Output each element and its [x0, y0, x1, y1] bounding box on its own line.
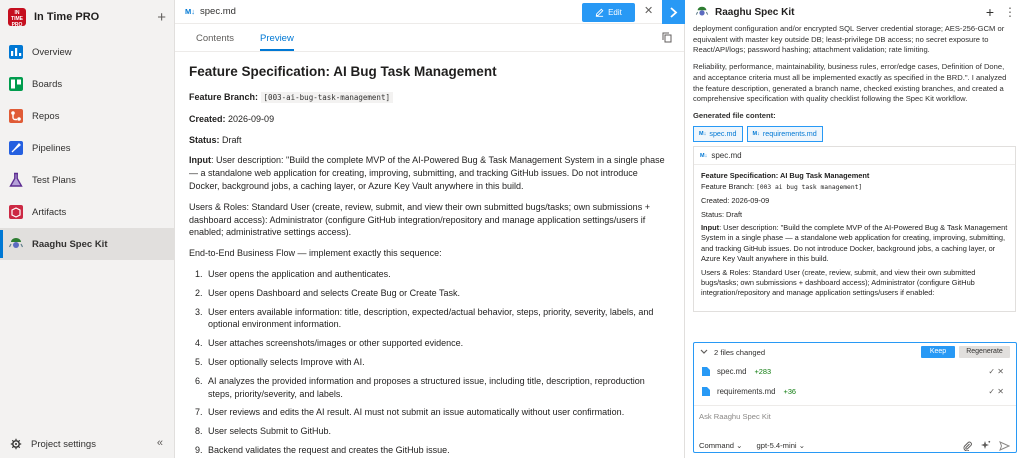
editor-pane: [175, 0, 685, 458]
chat-transcript: [685, 24, 1024, 142]
sidebar-item-label: Repos: [32, 110, 60, 122]
edit-button[interactable]: [582, 3, 635, 22]
preview-input-label: Input: [701, 222, 720, 232]
more-options-icon[interactable]: ⋮: [1004, 5, 1016, 19]
spec-kit-icon: [695, 5, 709, 19]
new-item-button[interactable]: +: [157, 8, 166, 26]
sidebar-item-label: Raaghu Spec Kit: [32, 238, 108, 250]
list-item: [195, 356, 670, 369]
flow-steps: [195, 268, 670, 457]
step-text: User opens Dashboard and selects Create Bug or Create Task.: [208, 287, 460, 298]
changes-summary: 2 files changed: [714, 347, 766, 357]
sidebar-item-repos[interactable]: [0, 100, 174, 132]
preview-file-name: spec.md: [711, 151, 742, 161]
project-settings-label: Project settings: [31, 438, 96, 450]
markdown-icon: M↓: [752, 130, 760, 137]
sidebar-item-label: Overview: [32, 46, 72, 58]
lines-added: +36: [783, 386, 797, 396]
file-name: spec.md: [200, 6, 236, 17]
pipelines-icon: [8, 140, 24, 156]
preview-input: [701, 223, 1009, 265]
markdown-preview: [175, 52, 684, 457]
preview-input-text: : User description: "Build the complete MVP of the AI-Powered Bug & Task Management System in a single phase — a standalone web application for creating, improving, submitting, and tracking GitHub issues. Do not introduce Docker, background jobs, a caching layer, or Azure Key Vault anywhere in this build.: [701, 222, 1008, 264]
file-chip-spec[interactable]: [693, 126, 743, 143]
preview-title: Feature Specification: AI Bug Task Management: [701, 171, 870, 181]
step-number: 8.: [195, 426, 203, 437]
list-item: [195, 425, 670, 438]
attach-icon[interactable]: [963, 441, 972, 451]
created-value: 2026-09-09: [228, 113, 275, 124]
project-settings[interactable]: [0, 430, 175, 458]
accept-reject-icons[interactable]: ✓ ✕: [988, 366, 1004, 376]
overview-icon: [8, 44, 24, 60]
step-text: User attaches screenshots/images or other supported evidence.: [208, 338, 464, 349]
test-plans-icon: [8, 172, 24, 188]
preview-header: [694, 147, 1015, 165]
boards-icon: [8, 76, 24, 92]
changes-box: [693, 342, 1017, 453]
generated-files: [693, 126, 1016, 143]
send-icon[interactable]: [999, 441, 1010, 451]
list-item: [195, 406, 670, 419]
step-number: 4.: [195, 338, 203, 349]
preview-status: Status: Draft: [701, 209, 743, 219]
close-file-button[interactable]: ✕: [644, 5, 654, 17]
markdown-icon: M↓: [700, 152, 708, 159]
sidebar: [0, 0, 175, 458]
pencil-icon: [595, 8, 604, 17]
sidebar-item-raaghu-spec-kit[interactable]: [0, 228, 174, 260]
sidebar-item-pipelines[interactable]: [0, 132, 174, 164]
step-text: Backend validates the request and creates the GitHub issue.: [208, 444, 450, 455]
file-icon: [702, 387, 710, 396]
step-text: User opens the application and authenticates.: [208, 268, 391, 279]
sparkle-icon[interactable]: [980, 440, 991, 451]
step-text: AI analyzes the provided information and proposes a structured issue, including title, description, reproduction steps, priority/severity, and labels.: [208, 375, 645, 399]
changed-file-name: spec.md: [717, 366, 747, 376]
doc-title: Feature Specification: AI Bug Task Management: [189, 64, 497, 79]
step-number: 7.: [195, 407, 203, 418]
list-item: [195, 444, 670, 457]
chat-input[interactable]: Ask Raaghu Spec Kit: [699, 412, 771, 421]
chevron-right-icon: [669, 7, 678, 18]
sidebar-item-overview[interactable]: [0, 36, 174, 68]
step-number: 6.: [195, 375, 203, 386]
step-text: User selects Submit to GitHub.: [208, 426, 332, 437]
changed-file-row[interactable]: [694, 381, 1016, 401]
changed-file-name: requirements.md: [717, 386, 776, 396]
org-logo: IN TIME PRO: [8, 8, 26, 26]
sidebar-item-boards[interactable]: [0, 68, 174, 100]
list-item: [195, 306, 670, 332]
chat-input-area[interactable]: [694, 405, 1016, 457]
markdown-icon: M↓: [185, 7, 195, 16]
status-label: Status:: [189, 134, 220, 145]
lines-added: +283: [754, 366, 772, 376]
doc-status: [189, 134, 670, 147]
sidebar-item-label: Test Plans: [32, 174, 76, 186]
step-number: 2.: [195, 287, 203, 298]
file-chip-requirements[interactable]: [747, 126, 823, 143]
list-item: [195, 375, 670, 401]
preview-branch-value: [003 ai bug task management]: [756, 183, 863, 191]
status-value: Draft: [222, 134, 242, 145]
step-number: 9.: [195, 444, 203, 455]
input-toolbar: [699, 441, 805, 450]
chat-message: deployment configuration and/or encrypted SQL Server credential storage; AES-256-GCM or equivalent with master key outside DB; least-privilege DB access; no secret exposure to React/API/logs; password hashing; attachment validation; rate limiting.: [693, 24, 1005, 55]
sidebar-item-test-plans[interactable]: [0, 164, 174, 196]
sidebar-item-label: Pipelines: [32, 142, 71, 154]
chat-message: Reliability, performance, maintainability, business rules, error/edge cases, Definition of Done, and acceptance criteria must all be implemented exactly as specified in the BRD.". I analyzed the feature description, generated a branch name, checked existing branches, and created a comprehensive specification with quality checklist following the Spec Kit workflow.: [693, 62, 1007, 104]
branch-label: Feature Branch:: [189, 92, 259, 102]
step-number: 3.: [195, 306, 203, 317]
generated-label: Generated file content:: [693, 110, 776, 120]
doc-branch: [189, 91, 670, 105]
artifacts-icon: [8, 204, 24, 220]
input-text: : User description: "Build the complete MVP of the AI-Powered Bug & Task Management System in a single phase — a standalone web application for creating, improving, submitting, and tracking GitHub issues. Do not introduce Docker, background jobs, a caching layer, or Azure Key Vault anywhere in this build.: [189, 155, 665, 191]
doc-flow: End-to-End Business Flow — implement exactly this sequence:: [189, 248, 442, 259]
input-label: Input: [189, 155, 211, 166]
spec-kit-icon: [8, 236, 24, 252]
sidebar-item-artifacts[interactable]: [0, 196, 174, 228]
panel-header: [685, 0, 1024, 24]
list-item: [195, 268, 670, 281]
model-select[interactable]: gpt-5.4-mini ⌄: [756, 441, 806, 450]
branch-value: [003-ai-bug-task-management]: [261, 92, 393, 103]
gear-icon: [10, 438, 22, 450]
sidebar-nav: [0, 36, 174, 260]
doc-roles: Users & Roles: Standard User (create, review, submit, and view their own submitted bugs/tasks; own submissions + dashboard access): Administrator (configure GitHub integration/repository and manage application settings/users if enabled; administrative settings access).: [189, 201, 650, 238]
step-number: 5.: [195, 356, 203, 367]
accept-reject-icons[interactable]: ✓ ✕: [988, 386, 1004, 396]
sidebar-item-label: Artifacts: [32, 206, 67, 218]
input-actions: [963, 440, 1010, 451]
repos-icon: [8, 108, 24, 124]
list-item: [195, 287, 670, 300]
tab-preview[interactable]: Preview: [260, 33, 294, 51]
copy-icon[interactable]: [662, 32, 672, 43]
step-text: User enters available information: title, description, expected/actual behavior, steps, priority, severity, labels, and optional environment information.: [208, 306, 654, 330]
org-name[interactable]: In Time PRO: [34, 11, 100, 23]
collapse-sidebar-button[interactable]: «: [156, 437, 163, 449]
preview-body: [694, 165, 1015, 298]
chevron-down-icon: [700, 349, 708, 355]
keep-button[interactable]: Keep: [921, 346, 955, 358]
new-chat-button[interactable]: +: [985, 4, 994, 20]
mode-select[interactable]: Command ⌄: [699, 441, 743, 450]
changed-file-row[interactable]: [694, 361, 1016, 381]
tab-contents[interactable]: Contents: [196, 33, 235, 44]
regenerate-button[interactable]: Regenerate: [959, 346, 1010, 358]
chip-label: requirements.md: [762, 128, 817, 138]
panel-title: Raaghu Spec Kit: [715, 6, 795, 18]
file-icon: [702, 367, 710, 376]
editor-tabs: [175, 24, 684, 52]
preview-branch-label: Feature Branch:: [701, 181, 754, 191]
list-item: [195, 337, 670, 350]
edit-label: Edit: [608, 8, 622, 17]
file-preview: [693, 146, 1016, 312]
step-text: User optionally selects Improve with AI.: [208, 356, 365, 367]
created-label: Created:: [189, 113, 226, 124]
markdown-icon: M↓: [699, 130, 707, 137]
preview-created: Created: 2026-09-09: [701, 196, 770, 206]
toggle-panel-button[interactable]: [662, 0, 685, 24]
step-number: 1.: [195, 268, 203, 279]
doc-created: [189, 113, 670, 126]
chip-label: spec.md: [709, 128, 737, 138]
preview-roles: Users & Roles: Standard User (create, review, submit, and view their own submitted bugs/tasks; own submissions + dashboard access); Administrator (configure GitHub integration/repository and manage application settings/users if enabled:: [701, 267, 976, 298]
step-text: User reviews and edits the AI result. AI must not submit an issue automatically without user confirmation.: [208, 407, 625, 418]
sidebar-item-label: Boards: [32, 78, 63, 90]
doc-input: [189, 154, 670, 192]
org-header: [0, 0, 174, 34]
changes-header[interactable]: [694, 343, 1016, 361]
